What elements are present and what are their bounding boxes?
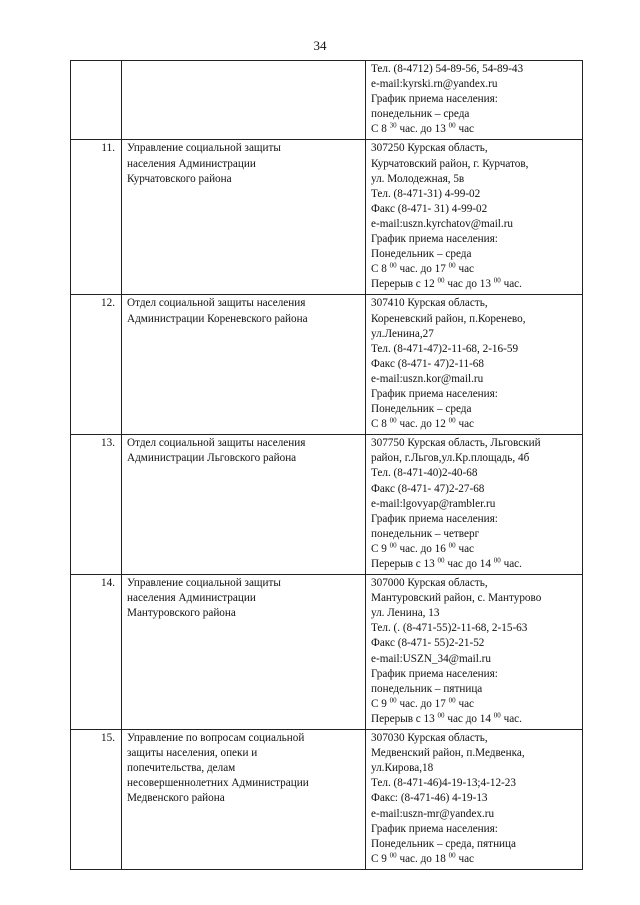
organization-name-line: попечительства, делам [127, 762, 236, 775]
row-number [71, 61, 122, 140]
time-minutes-superscript: 30 [389, 121, 397, 130]
contact-info [366, 730, 583, 870]
organization-name-line: Мантуровского района [127, 607, 236, 620]
organization-name-line: Управление социальной защиты [127, 577, 281, 590]
table-row [71, 140, 583, 295]
contact-info-line: График приема населения: [371, 822, 498, 835]
time-minutes-superscript: 00 [448, 696, 456, 705]
organization-name-line: Управление социальной защиты [127, 142, 281, 155]
social-protection-offices-table [70, 60, 583, 870]
time-minutes-superscript: 00 [389, 851, 397, 860]
contact-info-line: понедельник – среда [371, 108, 470, 121]
contact-info [366, 575, 583, 730]
contact-info-line: С 9 $^{00}$ час. до 18 $^{00}$ час [371, 851, 475, 865]
contact-info [366, 295, 583, 435]
time-minutes-superscript: 00 [437, 276, 445, 285]
time-minutes-superscript: 00 [437, 711, 445, 720]
contact-info-line: ул. Ленина, 13 [371, 607, 440, 620]
contact-info-line: С 9 $^{00}$ час. до 16 $^{00}$ час [371, 541, 475, 555]
row-number: 11. [71, 140, 122, 295]
time-minutes-superscript: 00 [389, 416, 397, 425]
table-row [71, 730, 583, 870]
contact-info-line: Тел. (8-4712) 54-89-56, 54-89-43 [371, 63, 524, 75]
contact-info [366, 140, 583, 295]
contact-info-line: 307000 Курская область, [371, 577, 488, 590]
contact-info-line: 307030 Курская область, [371, 732, 488, 745]
contact-info-line: e-mail:lgovyap@rambler.ru [371, 497, 496, 510]
contact-info-line: Факс (8-471- 55)2-21-52 [371, 637, 485, 650]
contact-info-line: e-mail:kyrski.rn@yandex.ru [371, 78, 498, 91]
contact-info-line: График приема населения: [371, 233, 498, 246]
contact-info-line: Медвенский район, п.Медвенка, [371, 747, 525, 760]
contact-info-line: График приема населения: [371, 93, 498, 106]
table-row [71, 295, 583, 435]
time-minutes-superscript: 00 [493, 276, 501, 285]
page-number: 34 [313, 38, 327, 53]
contact-info [366, 435, 583, 575]
row-number: 12. [71, 295, 122, 435]
organization-name-line: Администрации Льговского района [127, 452, 297, 465]
organization-name [122, 730, 366, 870]
contact-info-line: Факс (8-471- 31) 4-99-02 [371, 202, 488, 215]
contact-info-line: С 9 $^{00}$ час. до 17 $^{00}$ час [371, 696, 475, 710]
organization-name [122, 140, 366, 295]
contact-info-line: График приема населения: [371, 512, 498, 525]
contact-info-line: Понедельник – среда, пятница [371, 837, 516, 850]
time-minutes-superscript: 00 [437, 556, 445, 565]
contact-info-line: Понедельник – среда [371, 403, 472, 416]
contact-info-line: Понедельник – среда [371, 248, 472, 261]
contact-info-line: e-mail:uszn-mr@yandex.ru [371, 807, 495, 820]
contact-info-line: С 8 $^{00}$ час. до 12 $^{00}$ час [371, 416, 475, 431]
contact-info-line: район, г.Льгов,ул.Кр.площадь, 4б [371, 452, 530, 465]
contact-info-line: Факс: (8-471-46) 4-19-13 [371, 792, 488, 805]
contact-info-line: С 8 $^{30}$ час. до 13 $^{00}$ час [371, 121, 475, 136]
time-minutes-superscript: 00 [448, 541, 456, 550]
contact-info-line: Тел. (. (8-471-55)2-11-68, 2-15-63 [371, 622, 528, 635]
contact-info-line: Факс (8-471- 47)2-27-68 [371, 482, 485, 495]
time-minutes-superscript: 00 [389, 261, 397, 270]
contact-info-line: График приема населения: [371, 387, 498, 400]
time-minutes-superscript: 00 [448, 261, 456, 270]
contact-info-line: Перерыв с 13 $^{00}$ час до 14 $^{00}$ час. [371, 711, 522, 725]
organization-name [122, 575, 366, 730]
table-row [71, 575, 583, 730]
contact-info-line: 307250 Курская область, [371, 142, 488, 155]
contact-info-line: Факс (8-471- 47)2-11-68 [371, 357, 484, 370]
contact-info-line: Мантуровский район, с. Мантурово [371, 592, 542, 605]
contact-info-line: С 8 $^{00}$ час. до 17 $^{00}$ час [371, 261, 475, 276]
contact-info-line: 307410 Курская область, [371, 297, 488, 310]
contact-info-line: ул.Кирова,18 [371, 762, 434, 775]
contact-info-line: Перерыв с 12 $^{00}$ час до 13 $^{00}$ час. [371, 276, 522, 291]
contact-info-line: e-mail:uszn.kyrchatov@mail.ru [371, 217, 514, 230]
organization-name-line: несовершеннолетних Администрации [127, 777, 309, 790]
contact-info-line: понедельник – четверг [371, 527, 480, 540]
contact-info-line: понедельник – пятница [371, 682, 483, 695]
organization-name-line: Администрации Кореневского района [127, 312, 308, 325]
contact-info-line: Тел. (8-471-40)2-40-68 [371, 467, 478, 480]
organization-name-line: защиты населения, опеки и [127, 747, 258, 760]
contact-info-line: ул. Молодежная, 5в [371, 172, 465, 185]
organization-name-line: Управление по вопросам социальной [127, 732, 305, 745]
time-minutes-superscript: 00 [493, 556, 501, 565]
contact-info-line: 307750 Курская область, Льговский [371, 437, 541, 450]
contact-info-line: Перерыв с 13 $^{00}$ час до 14 $^{00}$ час. [371, 556, 522, 570]
contact-info-line: Курчатовский район, г. Курчатов, [371, 157, 529, 170]
contact-info-line: e-mail:uszn.kor@mail.ru [371, 372, 484, 385]
organization-name-line: населения Администрации [127, 157, 256, 170]
contact-info-line: e-mail:USZN_34@mail.ru [371, 652, 491, 665]
contact-info-line: Тел. (8-471-47)2-11-68, 2-16-59 [371, 342, 519, 355]
table-body [71, 61, 583, 870]
time-minutes-superscript: 00 [448, 416, 456, 425]
time-minutes-superscript: 00 [448, 121, 456, 130]
organization-name-line: Отдел социальной защиты населения [127, 437, 306, 450]
contact-info-line: Кореневский район, п.Коренево, [371, 312, 526, 325]
table-row [71, 61, 583, 140]
organization-name [122, 295, 366, 435]
contact-info [366, 61, 583, 140]
contact-info-line: Тел. (8-471-31) 4-99-02 [371, 187, 481, 200]
organization-name-line: Курчатовского района [127, 172, 232, 185]
time-minutes-superscript: 00 [389, 541, 397, 550]
contact-info-line: ул.Ленина,27 [371, 327, 434, 340]
organization-name [122, 61, 366, 140]
time-minutes-superscript: 00 [493, 711, 501, 720]
time-minutes-superscript: 00 [448, 851, 456, 860]
organization-name [122, 435, 366, 575]
row-number: 15. [71, 730, 122, 870]
table-row [71, 435, 583, 575]
time-minutes-superscript: 00 [389, 696, 397, 705]
row-number: 14. [71, 575, 122, 730]
row-number: 13. [71, 435, 122, 575]
organization-name-line: Медвенского района [127, 792, 225, 805]
organization-name-line: населения Администрации [127, 592, 256, 605]
organization-name-line: Отдел социальной защиты населения [127, 297, 306, 310]
contact-info-line: График приема населения: [371, 667, 498, 680]
contact-info-line: Тел. (8-471-46)4-19-13;4-12-23 [371, 777, 516, 790]
